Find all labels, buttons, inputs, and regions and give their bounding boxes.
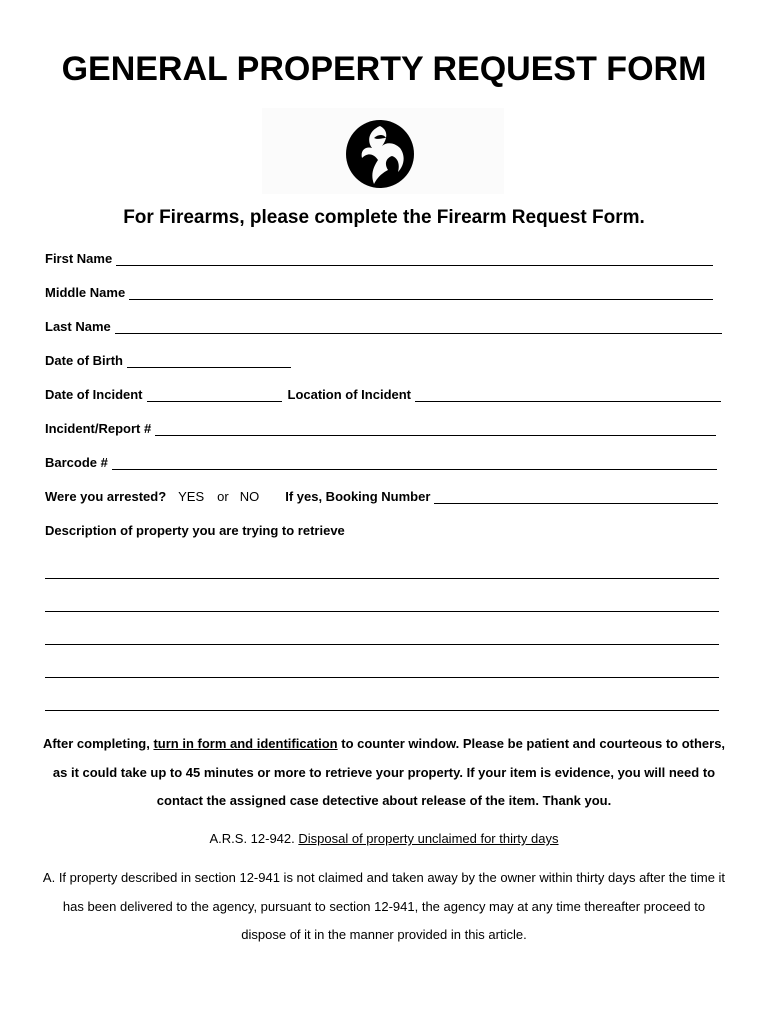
last-name-label: Last Name [45, 319, 111, 334]
description-line-2[interactable] [45, 610, 719, 612]
statute-text: A. If property described in section 12-941 is not claimed and taken away by the owner within thirty days after the time it has been delivered to the agency, pursuant to section 12-941, the agency may at any time thereafter proceed to dispose of it in the manner provided in this article. [42, 870, 726, 942]
instructions-underlined: turn in form and identification [153, 736, 338, 751]
or-text: or [217, 489, 229, 504]
middle-name-row [45, 282, 713, 300]
page-title: GENERAL PROPERTY REQUEST FORM [61, 50, 707, 88]
no-option[interactable]: NO [239, 489, 260, 504]
instructions-paragraph [40, 730, 728, 816]
barcode-row [45, 452, 717, 470]
location-of-incident-field[interactable] [415, 387, 721, 402]
barcode-field[interactable] [112, 455, 717, 470]
dob-label: Date of Birth [45, 353, 123, 368]
description-line-3[interactable] [45, 643, 719, 645]
first-name-label: First Name [45, 251, 113, 266]
instructions-part-2: to counter window. Please be patient and courteous to others, as it could take up to 45 minutes or more to retrieve your property. If your item is evidence, you will need to contact the assigned case detective about release of the item. Thank you. [52, 736, 726, 808]
location-of-incident-label: Location of Incident [287, 387, 412, 402]
description-line-1[interactable] [45, 577, 719, 579]
last-name-field[interactable] [115, 319, 722, 334]
description-line-4[interactable] [45, 676, 719, 678]
dob-field[interactable] [127, 353, 291, 368]
statute-ref: A.R.S. 12-942. [209, 831, 299, 846]
instructions-part-1: After completing, [42, 736, 154, 751]
statute-title: Disposal of property unclaimed for thirty days [298, 831, 559, 846]
middle-name-field[interactable] [129, 285, 713, 300]
booking-number-label: If yes, Booking Number [285, 489, 431, 504]
barcode-label: Barcode # [45, 455, 108, 470]
first-name-row [45, 248, 713, 266]
incident-report-row [45, 418, 716, 436]
date-of-incident-field[interactable] [147, 387, 282, 402]
last-name-row [45, 316, 722, 334]
phoenix-bird-logo-icon [344, 116, 416, 192]
description-row [45, 520, 349, 538]
firearm-notice: For Firearms, please complete the Firearm Request Form. [123, 207, 645, 228]
middle-name-label: Middle Name [45, 285, 126, 300]
incident-report-field[interactable] [155, 421, 716, 436]
description-label: Description of property you are trying to retrieve [45, 523, 345, 538]
description-line-5[interactable] [45, 709, 719, 711]
dob-row [45, 350, 291, 368]
date-of-incident-label: Date of Incident [45, 387, 143, 402]
arrested-question-label: Were you arrested? [45, 489, 167, 504]
statute-heading [30, 825, 738, 854]
arrested-row [45, 486, 718, 504]
logo [262, 108, 504, 194]
first-name-field[interactable] [116, 251, 713, 266]
incident-report-label: Incident/Report # [45, 421, 152, 436]
incident-row [45, 384, 721, 402]
booking-number-field[interactable] [434, 489, 718, 504]
yes-option[interactable]: YES [178, 489, 205, 504]
